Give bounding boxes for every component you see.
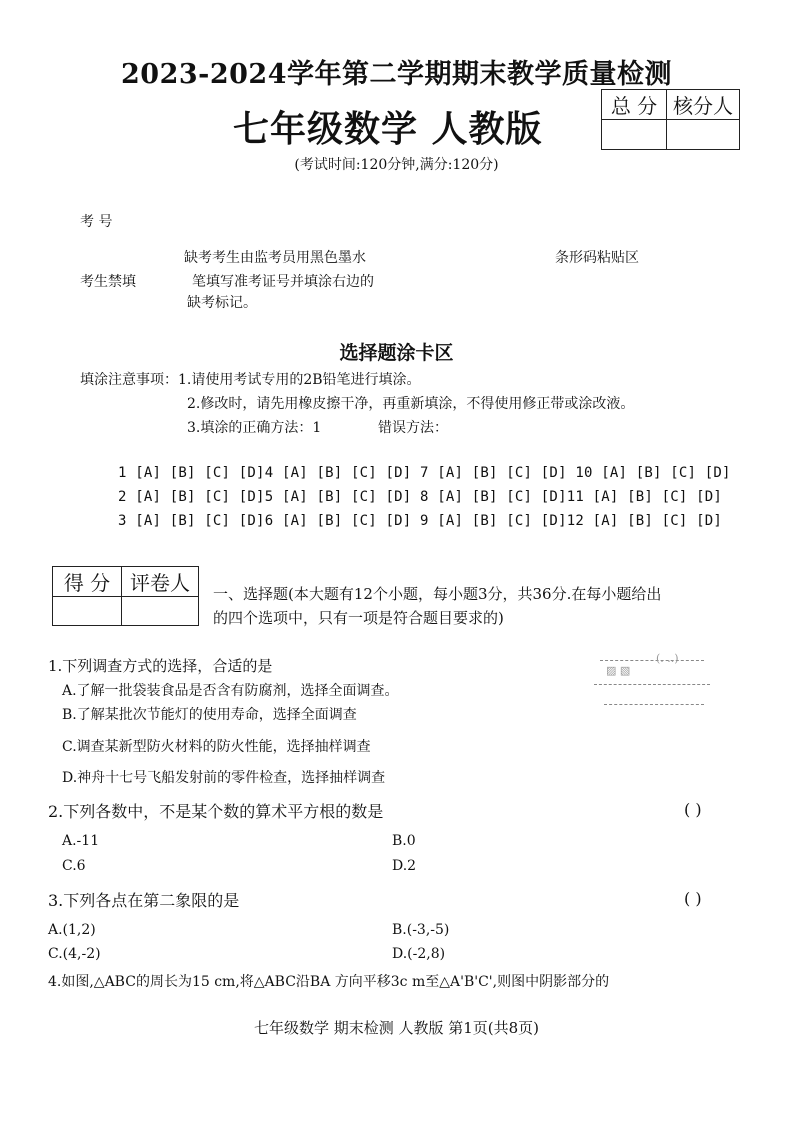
section-grader-label: 评卷人 [122, 567, 199, 597]
exam-number-label: 考 号 [80, 214, 113, 230]
question-3-option-c: C.(4,-2) [48, 946, 101, 962]
absent-note-line2: 笔填写准考证号并填涂右边的 [192, 274, 374, 290]
question-2-stem: 2.下列各数中，不是某个数的算术平方根的数是 [48, 802, 384, 821]
question-2-option-d: D.2 [392, 858, 417, 874]
page-footer: 七年级数学 期末检测 人教版 第1页(共8页) [253, 1019, 540, 1037]
answer-card-note-3a: 3.填涂的正确方法：1 [187, 420, 322, 436]
absent-label: 考生禁填 [80, 274, 136, 290]
absent-note-line1: 缺考考生由监考员用黑色墨水 [184, 250, 366, 266]
answer-card-note-2: 2.修改时，请先用橡皮擦干净，再重新填涂，不得使用修正带或涂改液。 [187, 396, 635, 412]
exam-time-info: (考试时间:120分钟,满分:120分) [294, 157, 499, 173]
question-3-option-b: B.(-3,-5) [392, 922, 450, 938]
total-score-cell[interactable] [602, 120, 667, 150]
question-2-option-a: A.-11 [62, 833, 100, 849]
question-1-option-a: A.了解一批袋装食品是否含有防腐剂，选择全面调查。 [62, 683, 399, 699]
section-score-label: 得 分 [53, 567, 122, 597]
answer-card-title: 选择题涂卡区 [339, 342, 454, 364]
question-1-option-d: D.神舟十七号飞船发射前的零件检查，选择抽样调查 [62, 770, 386, 786]
answer-card-note-1: 填涂注意事项：1.请使用考试专用的2B铅笔进行填涂。 [80, 372, 421, 388]
question-4-stem: 4.如图,△ABC的周长为15 cm,将△ABC沿BA 方向平移3c m至△A'B'C',则图中阴影部分的 [48, 974, 610, 990]
faint-stamp-mark: ▨ ▧ (. ..) [594, 650, 710, 706]
question-2-answer-bracket[interactable]: ( ) [684, 800, 702, 819]
section-score-table [52, 566, 199, 626]
barcode-area-label: 条形码粘贴区 [555, 250, 639, 266]
question-1-stem: 1.下列调查方式的选择，合适的是 [48, 657, 273, 675]
question-1-option-c: C.调查某新型防火材料的防火性能，选择抽样调查 [62, 739, 371, 755]
answer-row-3[interactable]: 3 [A] [B] [C] [D]6 [A] [B] [C] [D] 9 [A] [B] [C] [D]12 [A] [B] [C] [D] [118, 513, 723, 529]
question-2-option-b: B.0 [392, 833, 416, 849]
question-3-option-a: A.(1,2) [48, 922, 96, 938]
answer-row-2[interactable]: 2 [A] [B] [C] [D]5 [A] [B] [C] [D] 8 [A] [B] [C] [D]11 [A] [B] [C] [D] [118, 489, 723, 505]
section1-heading-line2: 的四个选项中，只有一项是符合题目要求的) [213, 609, 504, 627]
section1-heading-line1: 一、选择题(本大题有12个小题，每小题3分，共36分.在每小题给出 [213, 585, 662, 603]
section-grader-cell[interactable] [122, 597, 199, 626]
question-3-option-d: D.(-2,8) [392, 946, 446, 962]
section-score-cell[interactable] [53, 597, 122, 626]
subject-title: 七年级数学 人教版 [233, 108, 543, 150]
answer-card-note-3b: 错误方法： [378, 420, 448, 436]
question-3-stem: 3.下列各点在第二象限的是 [48, 891, 240, 910]
total-score-table [601, 89, 740, 150]
answer-row-1[interactable]: 1 [A] [B] [C] [D]4 [A] [B] [C] [D] 7 [A] [B] [C] [D] 10 [A] [B] [C] [D] [118, 465, 731, 481]
question-3-answer-bracket[interactable]: ( ) [684, 889, 702, 908]
absent-note-line3: 缺考标记。 [187, 295, 257, 311]
total-score-label: 总 分 [602, 90, 667, 120]
question-1-option-b: B.了解某批次节能灯的使用寿命，选择全面调查 [62, 707, 357, 723]
checker-label: 核分人 [667, 90, 740, 120]
question-2-option-c: C.6 [62, 858, 86, 874]
exam-title: 2023-2024学年第二学期期末教学质量检测 [121, 59, 672, 90]
checker-cell[interactable] [667, 120, 740, 150]
